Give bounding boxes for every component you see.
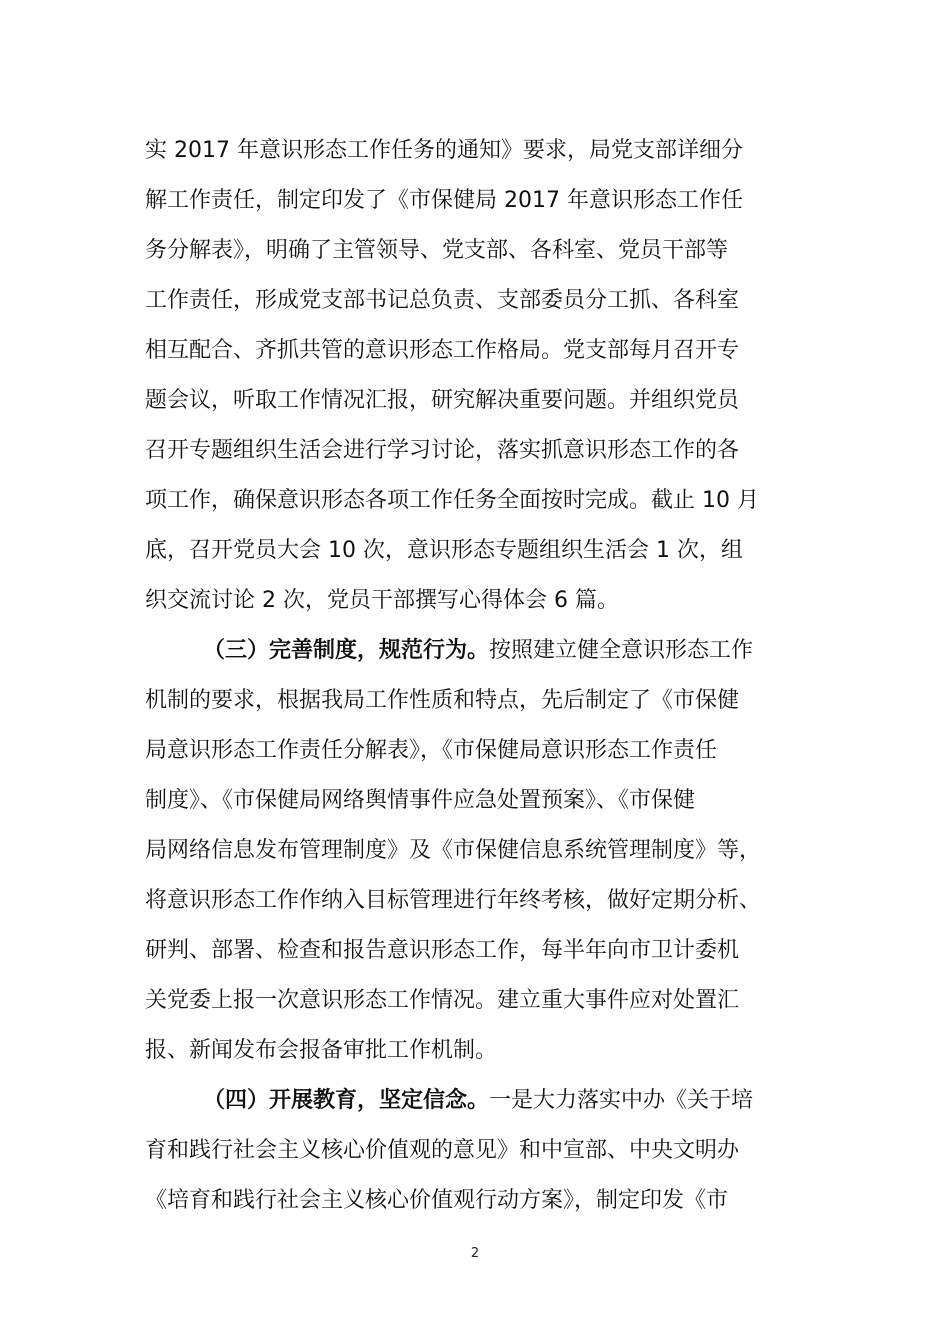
section-4-heading: （四）开展教育，坚定信念。	[203, 1088, 490, 1113]
text-line: 实 2017 年意识形态工作任务的通知》要求，局党支部详细分	[145, 138, 743, 163]
text-line: 局意识形态工作责任分解表》，《市保健局意识形态工作责任	[145, 738, 718, 763]
text-line: 务分解表》，明确了主管领导、党支部、各科室、党员干部等	[145, 238, 729, 263]
section-3-text: 按照建立健全意识形态工作	[489, 638, 754, 663]
section-4-first-line	[145, 1076, 835, 1126]
text-line: 关党委上报一次意识形态工作情况。建立重大事件应对处置汇	[145, 988, 740, 1013]
text-line: 制度》、《市保健局网络舆情事件应急处置预案》、《市保健	[145, 788, 696, 813]
text-line: 研判、部署、检查和报告意识形态工作，每半年向市卫计委机	[145, 938, 740, 963]
text-line: 织交流讨论 2 次，党员干部撰写心得体会 6 篇。	[145, 588, 619, 613]
text-line: 底，召开党员大会 10 次，意识形态专题组织生活会 1 次，组	[145, 538, 743, 563]
text-line: 机制的要求，根据我局工作性质和特点，先后制定了《市保健	[145, 688, 740, 713]
body-text	[145, 126, 835, 1226]
text-line: 育和践行社会主义核心价值观的意见》和中宣部、中央文明办	[145, 1138, 740, 1163]
text-line: 将意识形态工作作纳入目标管理进行年终考核，做好定期分析、	[145, 888, 762, 913]
text-line: 解工作责任，制定印发了《市保健局 2017 年意识形态工作任	[145, 188, 743, 213]
text-line: 报、新闻发布会报备审批工作机制。	[145, 1038, 498, 1063]
text-line: 《培育和践行社会主义核心价值观行动方案》，制定印发《市	[145, 1188, 729, 1213]
page-number: 2	[470, 1246, 480, 1261]
section-4-text: 一是大力落实中办《关于培	[489, 1088, 754, 1113]
text-line: 相互配合、齐抓共管的意识形态工作格局。党支部每月召开专	[145, 338, 740, 363]
text-line: 召开专题组织生活会进行学习讨论，落实抓意识形态工作的各	[145, 438, 740, 463]
section-3-first-line	[145, 626, 835, 676]
section-3-heading: （三）完善制度，规范行为。	[203, 638, 490, 663]
text-line: 题会议，听取工作情况汇报，研究解决重要问题。并组织党员	[145, 388, 740, 413]
text-line: 局网络信息发布管理制度》及《市保健信息系统管理制度》等，	[145, 838, 762, 863]
text-line: 项工作，确保意识形态各项工作任务全面按时完成。截止 10 月	[145, 488, 759, 513]
text-line: 工作责任，形成党支部书记总负责、支部委员分工抓、各科室	[145, 288, 740, 313]
